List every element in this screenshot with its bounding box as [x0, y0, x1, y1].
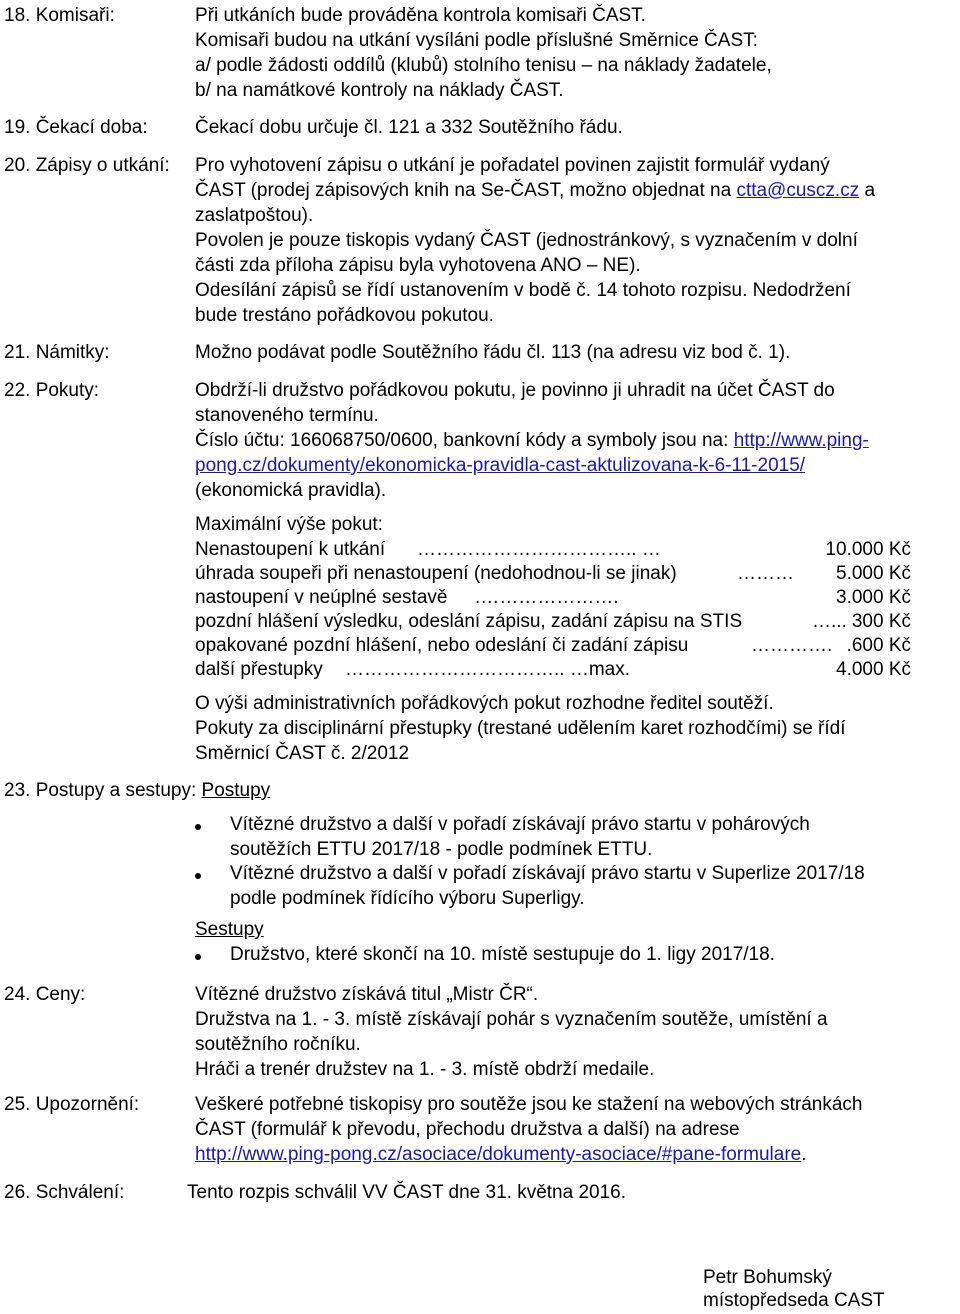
bullet-text: podle podmínek řídícího výboru Superligy. — [230, 888, 585, 909]
section-22-line: stanoveného termínu. — [195, 405, 379, 426]
section-24-line: Hráči a trenér družstev na 1. - 3. místě obdrží medaile. — [195, 1059, 655, 1080]
fine-amount: 10.000 Kč — [825, 539, 911, 560]
fine-amount: .600 Kč — [846, 635, 911, 656]
section-26-label: 26. Schválení: — [4, 1182, 125, 1203]
fine-label: opakované pozdní hlášení, nebo odeslání či zadání zápisu — [195, 635, 689, 656]
section-22-label: 22. Pokuty: — [4, 380, 100, 401]
section-25-line — [195, 1143, 807, 1168]
fine-amount: 3.000 Kč — [836, 587, 911, 608]
fine-dots: …………………………….. … — [417, 539, 661, 560]
fine-label: další přestupky — [195, 659, 323, 680]
fine-dots: …………………………….. …max. — [345, 659, 631, 680]
section-20-label: 20. Zápisy o utkání: — [4, 155, 170, 176]
sestupy-heading: Sestupy — [195, 919, 264, 940]
section-22-line: Obdrží-li družstvo pořádkovou pokutu, je povinno ji uhradit na účet ČAST do — [195, 380, 835, 401]
signature-name: Petr Bohumský — [703, 1267, 832, 1288]
section-23-label — [4, 779, 270, 804]
fines-title: Maximální výše pokut: — [195, 514, 383, 535]
section-22-note: Pokuty za disciplinární přestupky (trestané udělením karet rozhodčími) se řídí — [195, 718, 846, 739]
section-26-text: Tento rozpis schválil VV ČAST dne 31. května 2016. — [187, 1182, 627, 1203]
section-21-label: 21. Námitky: — [4, 342, 110, 363]
section-22-note: Směrnicí ČAST č. 2/2012 — [195, 743, 410, 764]
fine-amount: 4.000 Kč — [836, 659, 911, 680]
section-25-line: ČAST (formulář k převodu, přechodu družstva a další) na adrese — [195, 1119, 740, 1140]
forms-link[interactable]: http://www.ping-pong.cz/asociace/dokumenty-asociace/#pane-formulare — [195, 1144, 802, 1165]
bullet-text: soutěžích ETTU 2017/18 - podle podmínek ETTU. — [230, 839, 653, 860]
fine-label: nastoupení v neúplné sestavě — [195, 587, 448, 608]
section-25-line: Veškeré potřebné tiskopisy pro soutěže jsou ke stažení na webových stránkách — [195, 1094, 863, 1115]
bullet-icon — [195, 824, 201, 830]
section-20-line: Povolen je pouze tiskopis vydaný ČAST (jednostránkový, s vyznačením v dolní — [195, 230, 858, 251]
section-24-line: soutěžního ročníku. — [195, 1034, 361, 1055]
section-22-note: O výši administrativních pořádkových pokut rozhodne ředitel soutěží. — [195, 693, 774, 714]
section-18-line: Při utkáních bude prováděna kontrola komisaři ČAST. — [195, 5, 646, 26]
postupy-heading: Postupy — [201, 780, 271, 801]
section-24-line: Družstva na 1. - 3. místě získávají pohár s vyznačením soutěže, umístění a — [195, 1009, 828, 1030]
fine-label: pozdní hlášení výsledku, odeslání zápisu, zadání zápisu na STIS — [195, 611, 743, 632]
bullet-text: Vítězné družstvo a další v pořadí získávají právo startu v Superlize 2017/18 — [230, 863, 865, 884]
section-20-line: Pro vyhotovení zápisu o utkání je pořadatel povinen zajistit formulář vydaný — [195, 155, 830, 176]
section-20-line: zaslatpoštou). — [195, 205, 314, 226]
fine-label: úhrada soupeři při nenastoupení (nedohodnou-li se jinak) — [195, 563, 677, 584]
email-link[interactable]: ctta@cuscz. — [736, 180, 841, 201]
bullet-icon — [195, 873, 201, 879]
section-20-line2-tail: a — [859, 180, 876, 201]
section-18-line: b/ na namátkové kontroly na náklady ČAST. — [195, 80, 564, 101]
bullet-icon — [195, 954, 201, 960]
signature-role: místopředseda CAST — [703, 1290, 885, 1311]
fine-amount: 300 Kč — [851, 611, 911, 632]
section-24-label: 24. Ceny: — [4, 984, 86, 1005]
economic-rules-link[interactable]: http://www.ping- — [733, 430, 869, 451]
section-18-line: Komisaři budou na utkání vysíláni podle příslušné Směrnice ČAST: — [195, 30, 758, 51]
bullet-text: Družstvo, které skončí na 10. místě sestupuje do 1. ligy 2017/18. — [230, 944, 775, 965]
account-number-text: Číslo účtu: 166068750/0600, bankovní kódy a symboly jsou na: — [195, 430, 734, 451]
section-20-line: bude trestáno pořádkovou pokutou. — [195, 305, 494, 326]
section-22-line — [195, 429, 869, 454]
fine-label: Nenastoupení k utkání — [195, 539, 386, 560]
section-20-line — [195, 179, 875, 204]
section-25-label: 25. Upozornění: — [4, 1094, 140, 1115]
fine-dots: .…………………. — [475, 587, 619, 608]
fine-amount: 5.000 Kč — [836, 563, 911, 584]
economic-rules-link-cont[interactable]: pong.cz/dokumenty/ekonomicka-pravidla-cast-aktulizovana-k-6-11-2015/ — [195, 455, 806, 476]
fine-dots: …………. — [751, 635, 833, 656]
section-19-text: Čekací dobu určuje čl. 121 a 332 Soutěžního řádu. — [195, 117, 623, 138]
section-22-line: (ekonomická pravidla). — [195, 480, 387, 501]
section-18-line: a/ podle žádosti oddílů (klubů) stolního tenisu – na náklady žadatele, — [195, 55, 772, 76]
section-24-line: Vítězné družstvo získává titul „Mistr ČR“. — [195, 984, 539, 1005]
section-19-label: 19. Čekací doba: — [4, 117, 148, 138]
section-23-label-text: 23. Postupy a sestupy: — [4, 780, 202, 801]
section-18-label: 18. Komisaři: — [4, 5, 115, 26]
section-20-line: části zda příloha zápisu byla vyhotovena ANO – NE). — [195, 255, 641, 276]
section-20-line: Odesílání zápisů se řídí ustanovením v bodě č. 14 tohoto rozpisu. Nedodržení — [195, 280, 851, 301]
section-20-line2-text: ČAST (prodej zápisových knih na Se-ČAST, možno objednat na — [195, 180, 737, 201]
section-21-text: Možno podávat podle Soutěžního řádu čl. 113 (na adresu viz bod č. 1). — [195, 342, 791, 363]
forms-link-tail: . — [801, 1144, 807, 1165]
section-22-line — [195, 454, 805, 479]
bullet-text: Vítězné družstvo a další v pořadí získávají právo startu v pohárových — [230, 814, 810, 835]
email-link-domain[interactable]: cz — [840, 180, 860, 201]
fine-dots: …... — [812, 611, 847, 632]
fine-dots: ……… — [737, 563, 794, 584]
